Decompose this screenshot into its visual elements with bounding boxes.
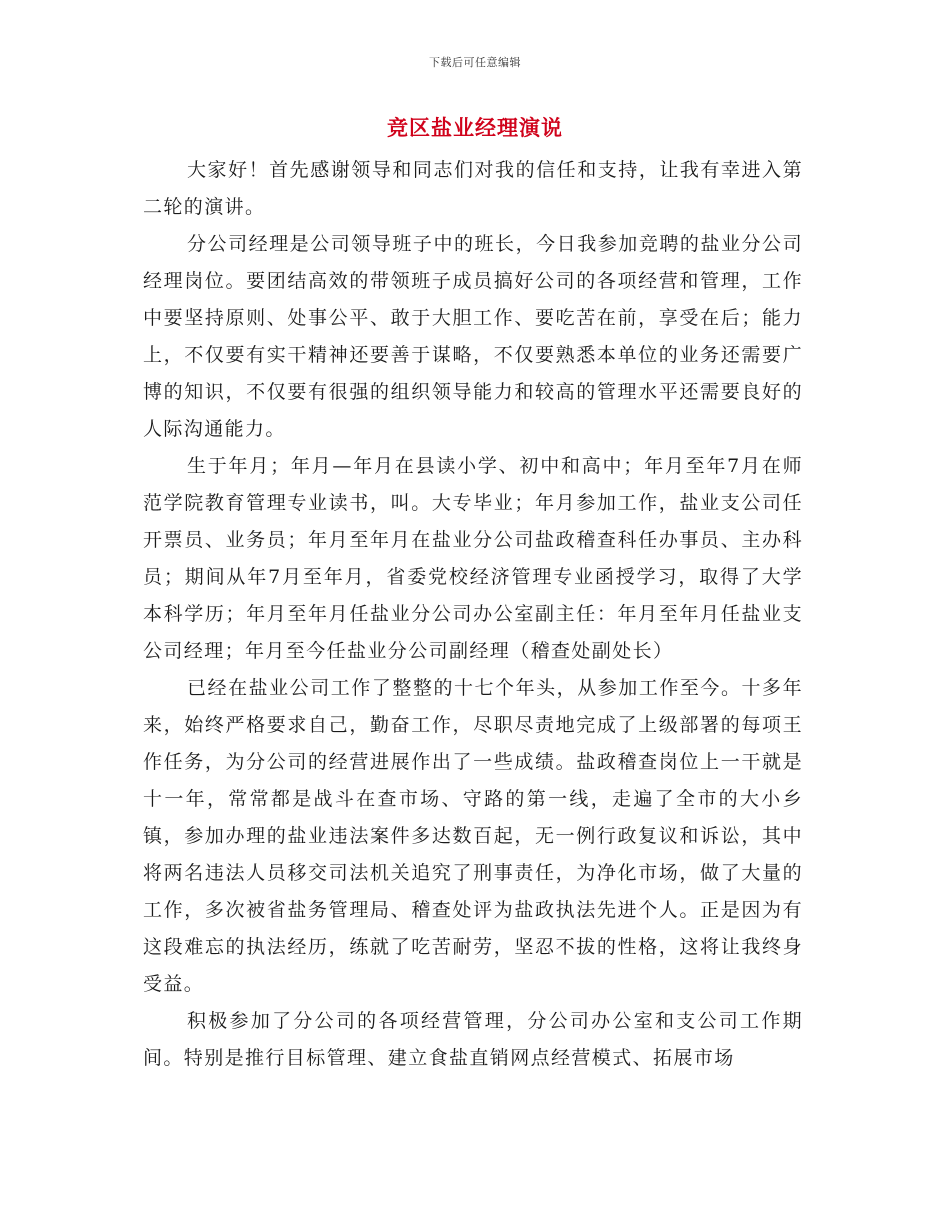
paragraph-resume: 生于年月；年月—年月在县读小学、初中和高中；年月至年7月在师范学院教育管理专业读书，叫。大专毕业；年月参加工作，盐业支公司任开票员、业务员；年月至年月在盐业分公司盐政稽查科任办事员、主办科员；期间从年7月至年月，省委党校经济管理专业函授学习，取得了大学本科学历；年月至年月任盐业分公司办公室副主任：年月至年月任盐业支公司经理；年月至今任盐业分公司副经理（稽查处副处长） xyxy=(143,455,803,662)
paragraph-management: 积极参加了分公司的各项经营管理，分公司办公室和支公司工作期间。特别是推行目标管理、建立食盐直销网点经营模式、拓展市场 xyxy=(143,1010,803,1069)
paragraph-role-description: 分公司经理是公司领导班子中的班长，今日我参加竞聘的盐业分公司经理岗位。要团结高效的带领班子成员搞好公司的各项经营和管理，工作中要坚持原则、处事公平、敢于大胆工作、要吃苦在前，享受在后；能力上，不仅要有实干精神还要善于谋略，不仅要熟悉本单位的业务还需要广博的知识，不仅要有很强的组织领导能力和较高的管理水平还需要良好的人际沟通能力。 xyxy=(143,233,803,440)
paragraph-work-experience: 已经在盐业公司工作了整整的十七个年头，从参加工作至今。十多年来，始终严格要求自己，勤奋工作，尽职尽责地完成了上级部署的每项王作任务，为分公司的经营进展作出了一些成绩。盐政稽查岗位上一干就是十一年，常常都是战斗在查市场、守路的第一线，走遍了全市的大小乡镇，参加办理的盐业违法案件多达数百起，无一例行政复议和诉讼，其中将两名违法人员移交司法机关追究了刑事责任，为净化市场，做了大量的工作，多次被省盐务管理局、稽查处评为盐政执法先进个人。正是因为有这段难忘的执法经历，练就了吃苦耐劳，坚忍不拔的性格，这将让我终身受益。 xyxy=(143,677,803,995)
paragraph-greeting: 大家好！首先感谢领导和同志们对我的信任和支持，让我有幸进入第二轮的演讲。 xyxy=(143,159,803,218)
document-title: 竞区盐业经理演说 xyxy=(387,115,563,140)
page-header-note: 下载后可任意编辑 xyxy=(429,56,521,69)
document-body xyxy=(143,152,803,1077)
